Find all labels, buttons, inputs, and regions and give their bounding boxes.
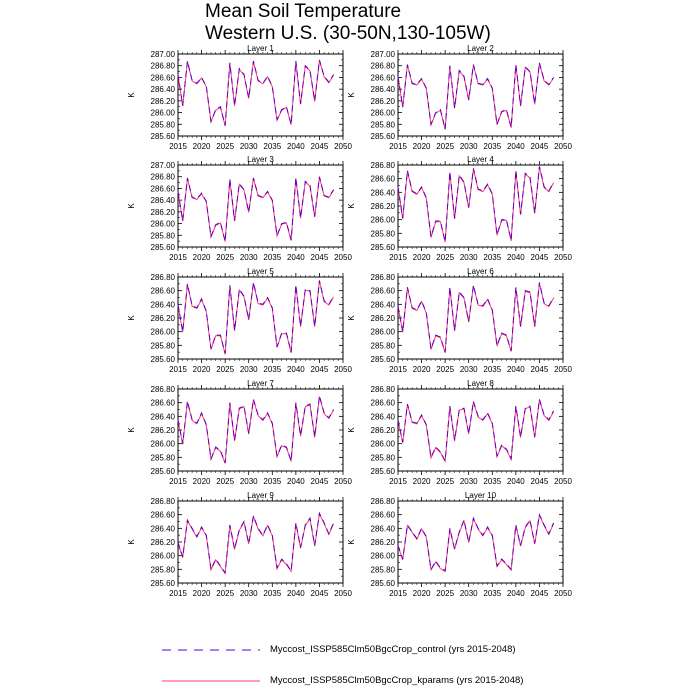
layer-8-xtick-label: 2045 (530, 477, 549, 486)
layer-4-title: Layer 4 (467, 155, 494, 164)
layer-10-xtick-label: 2040 (506, 589, 525, 598)
layer-4-xtick-label: 2020 (412, 253, 431, 262)
layer-8-ytick-label: 286.00 (370, 439, 395, 449)
layer-5-xtick-label: 2015 (169, 365, 187, 374)
layer-10-ytick-label: 286.40 (370, 524, 395, 534)
layer-5-ytick-label: 286.80 (150, 273, 175, 282)
layer-2-xtick-label: 2025 (436, 142, 455, 151)
layer-4-ytick-label: 286.20 (370, 202, 395, 211)
layer-7-xtick-label: 2015 (169, 477, 187, 486)
layer-9-xtick-label: 2030 (239, 589, 258, 598)
layer-4-ytick-label: 285.60 (370, 243, 395, 252)
layer-1-ytick-label: 286.60 (150, 73, 175, 83)
layer-1-title: Layer 1 (247, 44, 274, 53)
layer-1-ytick-label: 286.20 (150, 96, 175, 106)
layer-7-xtick-label: 2050 (334, 477, 352, 486)
layer-10-xtick-label: 2025 (436, 589, 455, 598)
layer-3-ytick-label: 286.60 (150, 184, 175, 194)
layer-9-ytick-label: 286.40 (150, 524, 175, 534)
layer-4-xtick-label: 2045 (530, 253, 549, 262)
layer-6-ytick-label: 286.60 (370, 286, 395, 296)
layer-1-ytick-label: 286.40 (150, 85, 175, 95)
layer-7-ytick-label: 285.60 (150, 467, 175, 476)
layer-10-title: Layer 10 (464, 491, 497, 500)
layer-9-ytick-label: 286.60 (150, 510, 175, 520)
layer-3-xtick-label: 2025 (216, 253, 235, 262)
legend-entry-kparams (160, 674, 524, 688)
layer-6-ylabel: K (347, 315, 356, 321)
layer-1-xtick-label: 2045 (310, 142, 329, 151)
layer-8-xtick-label: 2020 (412, 477, 431, 486)
layer-1-ytick-label: 286.00 (150, 108, 175, 118)
layer-4-series-control (398, 166, 554, 241)
layer-5-xtick-label: 2020 (192, 365, 211, 374)
layer-8-ytick-label: 286.80 (370, 385, 395, 394)
layer-9-ytick-label: 285.60 (150, 579, 175, 588)
layer-9-xtick-label: 2025 (216, 589, 235, 598)
layer-8-xtick-label: 2015 (389, 477, 407, 486)
layer-2-ytick-label: 287.00 (370, 50, 395, 59)
layer-5-title: Layer 5 (247, 267, 274, 276)
layer-2-title: Layer 2 (467, 44, 494, 53)
layer-3-ytick-label: 285.60 (150, 243, 175, 252)
layer-1-ytick-label: 285.60 (150, 132, 175, 141)
layer-9-ytick-label: 286.20 (150, 538, 175, 547)
layer-2-ytick-label: 286.80 (370, 61, 395, 71)
layer-7-ytick-label: 286.80 (150, 385, 175, 394)
layer-8-xtick-label: 2040 (506, 477, 525, 486)
layer-5-xtick-label: 2030 (239, 365, 258, 374)
layer-6-ytick-label: 286.80 (370, 273, 395, 282)
layer-4-ytick-label: 286.40 (370, 188, 395, 198)
layer-2-ytick-label: 286.00 (370, 108, 395, 118)
layer-9-ylabel: K (127, 539, 136, 545)
layer-4-xtick-label: 2030 (459, 253, 478, 262)
layer-3-ytick-label: 286.40 (150, 196, 175, 206)
layer-5-ytick-label: 286.40 (150, 300, 175, 310)
layer-3-ylabel: K (127, 203, 136, 209)
layer-10-xtick-label: 2035 (483, 589, 502, 598)
layer-2-xtick-label: 2045 (530, 142, 549, 151)
layer-1-xtick-label: 2030 (239, 142, 258, 151)
layer-2-ylabel: K (347, 92, 356, 98)
layer-3-xtick-label: 2030 (239, 253, 258, 262)
layer-4-ytick-label: 286.60 (370, 174, 395, 184)
layer-9-xtick-label: 2035 (263, 589, 282, 598)
layer-2-xtick-label: 2020 (412, 142, 431, 151)
layer-3-title: Layer 3 (247, 155, 274, 164)
layer-3-frame (178, 165, 343, 247)
layer-7-xtick-label: 2025 (216, 477, 235, 486)
layer-5-xtick-label: 2050 (334, 365, 352, 374)
layer-8-ytick-label: 285.80 (370, 453, 395, 463)
layer-6-xtick-label: 2030 (459, 365, 478, 374)
layer-2-ytick-label: 285.80 (370, 120, 395, 130)
legend-entry-control (160, 643, 516, 657)
layer-3-xtick-label: 2045 (310, 253, 329, 262)
layer-2-xtick-label: 2030 (459, 142, 478, 151)
layer-3-ytick-label: 287.00 (150, 161, 175, 170)
layer-7-xtick-label: 2040 (286, 477, 305, 486)
layer-7-xtick-label: 2020 (192, 477, 211, 486)
layer-10-ytick-label: 286.80 (370, 497, 395, 506)
layer-1-ytick-label: 285.80 (150, 120, 175, 130)
layer-8-ytick-label: 286.40 (370, 412, 395, 422)
layer-3-xtick-label: 2050 (334, 253, 352, 262)
layer-6-frame (398, 277, 563, 359)
layer-5-ytick-label: 286.20 (150, 314, 175, 323)
layer-6-ytick-label: 285.60 (370, 355, 395, 364)
layer-8-xtick-label: 2030 (459, 477, 478, 486)
layer-5-ytick-label: 286.00 (150, 327, 175, 337)
layer-9-ytick-label: 286.00 (150, 551, 175, 561)
layer-3-xtick-label: 2020 (192, 253, 211, 262)
layer-6-xtick-label: 2025 (436, 365, 455, 374)
layer-7-ytick-label: 286.20 (150, 426, 175, 435)
layer-9-xtick-label: 2045 (310, 589, 329, 598)
layer-9-xtick-label: 2040 (286, 589, 305, 598)
layer-4-xtick-label: 2040 (506, 253, 525, 262)
layer-6-ytick-label: 286.00 (370, 327, 395, 337)
layer-2-series-kparams (398, 63, 554, 129)
layer-3-ytick-label: 285.80 (150, 231, 175, 241)
layer-10-ytick-label: 285.60 (370, 579, 395, 588)
layer-6-xtick-label: 2035 (483, 365, 502, 374)
layer-6-xtick-label: 2020 (412, 365, 431, 374)
layer-8-xtick-label: 2025 (436, 477, 455, 486)
layer-2-xtick-label: 2035 (483, 142, 502, 151)
layer-5-ylabel: K (127, 315, 136, 321)
layer-5-xtick-label: 2025 (216, 365, 235, 374)
layer-1-ytick-label: 287.00 (150, 50, 175, 59)
layer-6-title: Layer 6 (467, 267, 494, 276)
layer-7-ytick-label: 285.80 (150, 453, 175, 463)
layer-7-ytick-label: 286.60 (150, 398, 175, 408)
layer-6-xtick-label: 2040 (506, 365, 525, 374)
layer-9-frame (178, 501, 343, 583)
layer-8-title: Layer 8 (467, 379, 494, 388)
layer-8-ytick-label: 286.60 (370, 398, 395, 408)
layer-4-ytick-label: 286.80 (370, 161, 395, 170)
layer-7-xtick-label: 2030 (239, 477, 258, 486)
layer-2-xtick-label: 2015 (389, 142, 407, 151)
layer-7-xtick-label: 2035 (263, 477, 282, 486)
layer-10-ytick-label: 286.60 (370, 510, 395, 520)
layer-6-ytick-label: 286.40 (370, 300, 395, 310)
layer-2-ytick-label: 285.60 (370, 132, 395, 141)
layer-9-xtick-label: 2015 (169, 589, 187, 598)
layer-3-xtick-label: 2035 (263, 253, 282, 262)
chart-title: Mean Soil Temperature (205, 1, 402, 22)
layer-10-ytick-label: 286.20 (370, 538, 395, 547)
layer-8-frame (398, 389, 563, 471)
layer-3-ytick-label: 286.80 (150, 172, 175, 182)
layer-3-ytick-label: 286.00 (150, 219, 175, 229)
layer-2-ytick-label: 286.60 (370, 73, 395, 83)
layer-2-ytick-label: 286.40 (370, 85, 395, 95)
layer-7-ytick-label: 286.00 (150, 439, 175, 449)
layer-5-ytick-label: 286.60 (150, 286, 175, 296)
layer-5-ytick-label: 285.60 (150, 355, 175, 364)
layer-4-ytick-label: 285.80 (370, 229, 395, 239)
layer-7-frame (178, 389, 343, 471)
layer-2-frame (398, 54, 563, 136)
layer-1-ylabel: K (127, 92, 136, 98)
layer-9-ytick-label: 286.80 (150, 497, 175, 506)
layer-3-xtick-label: 2015 (169, 253, 187, 262)
layer-1-series-control (178, 60, 334, 126)
layer-1-xtick-label: 2040 (286, 142, 305, 151)
layer-6-ytick-label: 285.80 (370, 341, 395, 351)
layer-4-xtick-label: 2050 (554, 253, 572, 262)
layer-10-frame (398, 501, 563, 583)
legend-label-control: Myccost_ISSP585Clm50BgcCrop_control (yrs 2015-2048) (270, 644, 516, 655)
layer-4-xtick-label: 2025 (436, 253, 455, 262)
layer-2-ytick-label: 286.20 (370, 96, 395, 106)
layer-1-xtick-label: 2020 (192, 142, 211, 151)
layer-6-xtick-label: 2015 (389, 365, 407, 374)
layer-3-ytick-label: 286.20 (150, 207, 175, 217)
layer-1-xtick-label: 2025 (216, 142, 235, 151)
layer-10-xtick-label: 2045 (530, 589, 549, 598)
layer-9-xtick-label: 2020 (192, 589, 211, 598)
layer-5-xtick-label: 2040 (286, 365, 305, 374)
layer-8-ytick-label: 285.60 (370, 467, 395, 476)
layer-1-xtick-label: 2015 (169, 142, 187, 151)
layer-6-xtick-label: 2045 (530, 365, 549, 374)
layer-5-xtick-label: 2035 (263, 365, 282, 374)
layer-9-ytick-label: 285.80 (150, 565, 175, 575)
layer-7-series-control (178, 396, 334, 463)
layer-1-xtick-label: 2035 (263, 142, 282, 151)
layer-10-xtick-label: 2020 (412, 589, 431, 598)
layer-8-ytick-label: 286.20 (370, 426, 395, 435)
layer-2-xtick-label: 2050 (554, 142, 572, 151)
layer-1-ytick-label: 286.80 (150, 61, 175, 71)
legend-label-kparams: Myccost_ISSP585Clm50BgcCrop_kparams (yrs 2015-2048) (270, 675, 524, 686)
legend-swatch-control (160, 643, 265, 657)
layer-4-ytick-label: 286.00 (370, 215, 395, 225)
layer-3-series-control (178, 177, 334, 241)
layer-5-ytick-label: 285.80 (150, 341, 175, 351)
layer-4-xtick-label: 2035 (483, 253, 502, 262)
layer-3-xtick-label: 2040 (286, 253, 305, 262)
layer-10-xtick-label: 2015 (389, 589, 407, 598)
chart-subtitle: Western U.S. (30-50N,130-105W) (205, 23, 491, 44)
layer-4-ylabel: K (347, 203, 356, 209)
layer-10-ytick-label: 286.00 (370, 551, 395, 561)
layer-6-ytick-label: 286.20 (370, 314, 395, 323)
layer-7-xtick-label: 2045 (310, 477, 329, 486)
layer-5-xtick-label: 2045 (310, 365, 329, 374)
layer-4-xtick-label: 2015 (389, 253, 407, 262)
layer-8-xtick-label: 2050 (554, 477, 572, 486)
layer-7-title: Layer 7 (247, 379, 274, 388)
layer-7-ylabel: K (127, 427, 136, 433)
layer-2-xtick-label: 2040 (506, 142, 525, 151)
layer-9-title: Layer 9 (247, 491, 274, 500)
layer-8-xtick-label: 2035 (483, 477, 502, 486)
legend-swatch-kparams (160, 674, 265, 688)
layer-10-ytick-label: 285.80 (370, 565, 395, 575)
layer-10-ylabel: K (347, 539, 356, 545)
layer-8-ylabel: K (347, 427, 356, 433)
layer-6-xtick-label: 2050 (554, 365, 572, 374)
layer-7-ytick-label: 286.40 (150, 412, 175, 422)
layer-10-xtick-label: 2030 (459, 589, 478, 598)
layer-1-xtick-label: 2050 (334, 142, 352, 151)
layer-10-xtick-label: 2050 (554, 589, 572, 598)
layer-9-xtick-label: 2050 (334, 589, 352, 598)
